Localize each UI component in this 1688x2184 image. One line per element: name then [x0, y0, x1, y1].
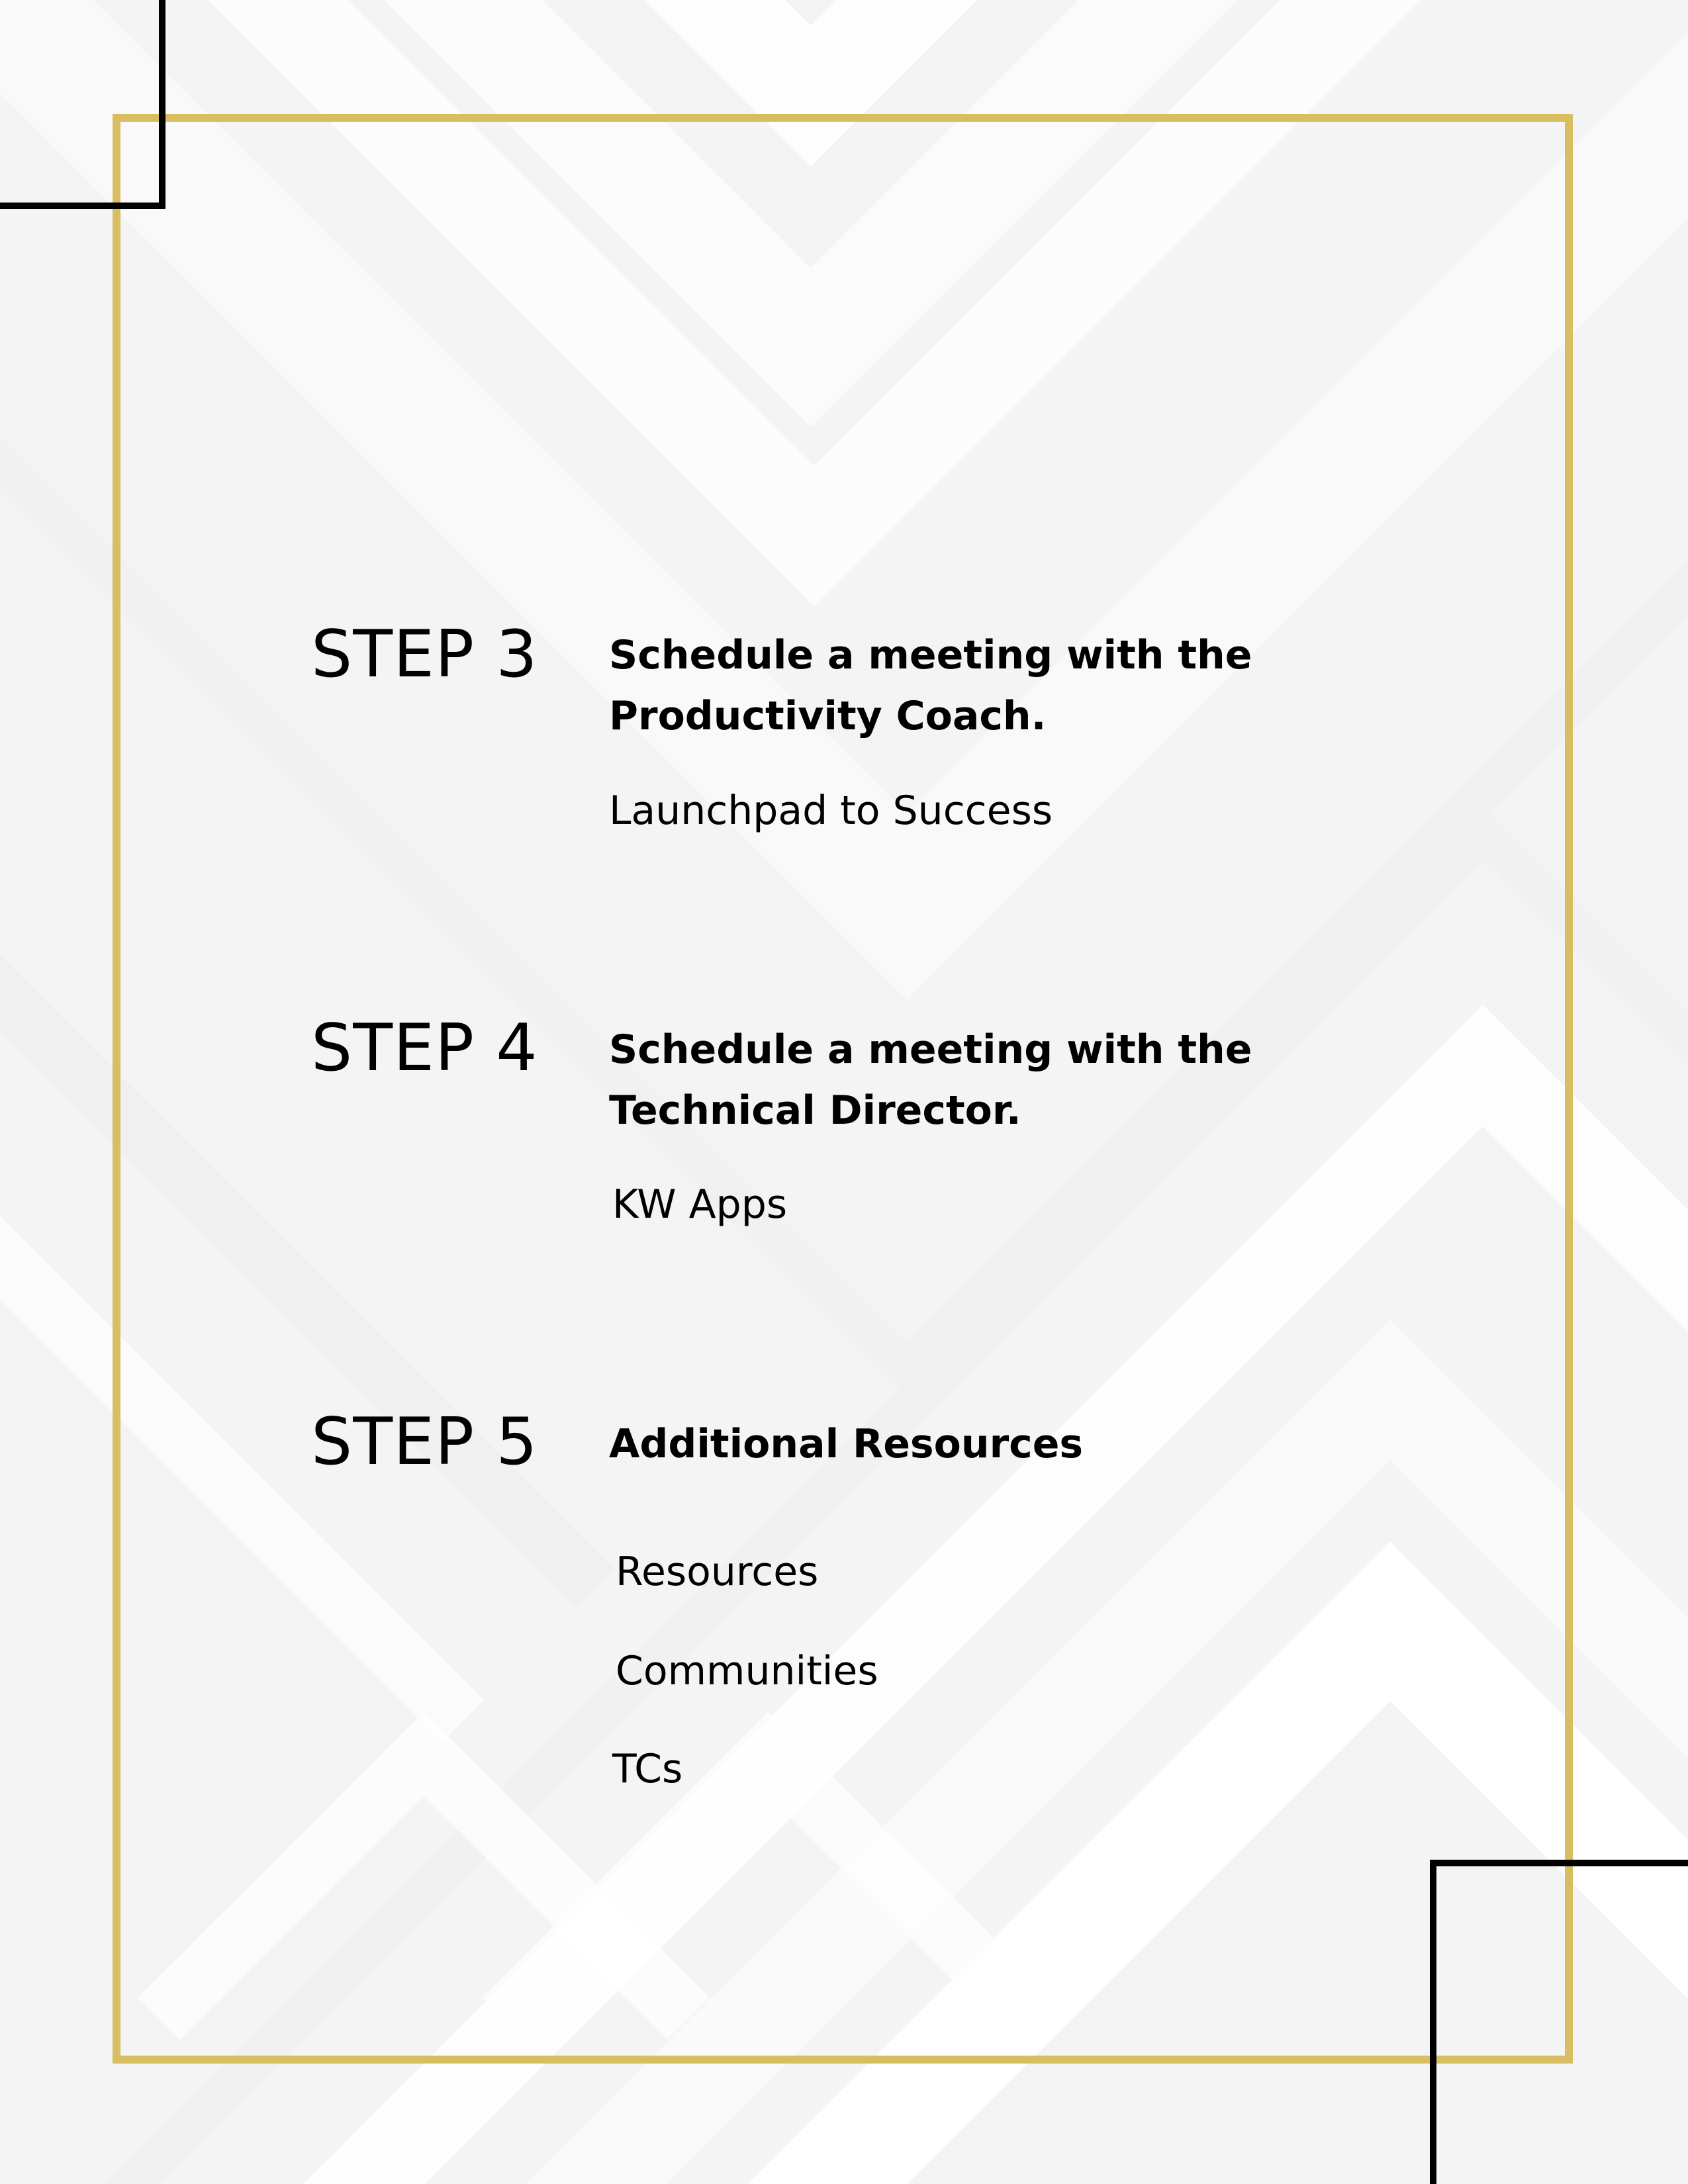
link-resources[interactable]: Resources: [616, 1549, 819, 1595]
link-kw-apps[interactable]: KW Apps: [612, 1181, 788, 1228]
step-4-label: STEP 4: [311, 1011, 538, 1086]
step-3-label: STEP 3: [311, 617, 538, 692]
step-5-title: Additional Resources: [609, 1421, 1084, 1467]
link-launchpad-to-success[interactable]: Launchpad to Success: [609, 788, 1053, 834]
step-4-title: Schedule a meeting with the Technical Director.: [609, 1026, 1252, 1134]
link-tcs[interactable]: TCs: [612, 1746, 683, 1792]
corner-bracket-bottom-right: [1430, 1860, 1688, 2184]
link-communities[interactable]: Communities: [616, 1648, 878, 1694]
step-5-label: STEP 5: [311, 1404, 538, 1480]
step-3-title: Schedule a meeting with the Productivity Coach.: [609, 632, 1252, 739]
corner-bracket-top-left: [0, 0, 165, 209]
